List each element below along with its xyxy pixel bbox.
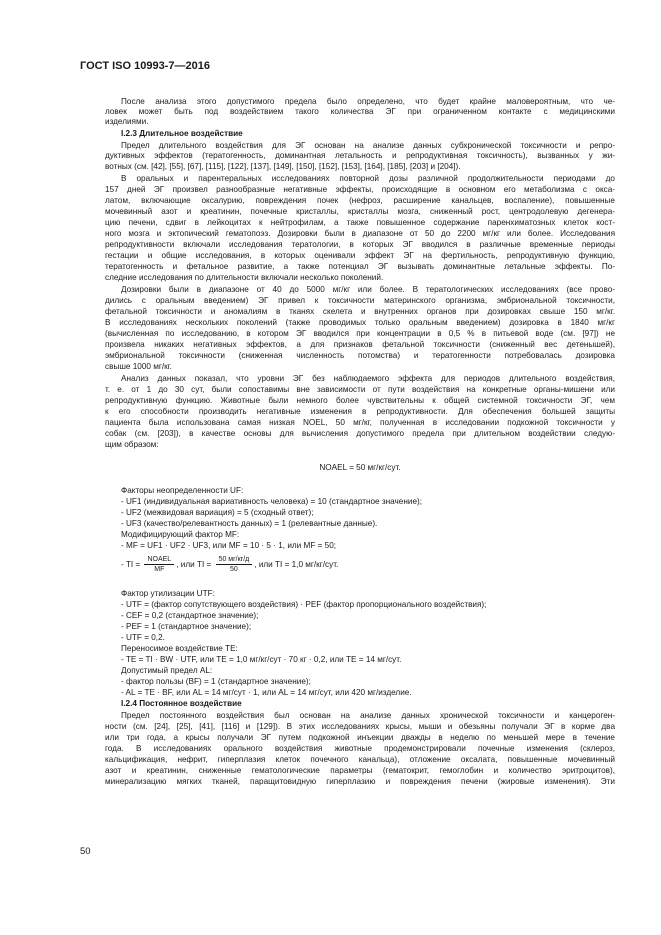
text-line: собак (см. [203]), в качестве основы для вычисления допустимого предела при длительном воздействии следую- <box>105 429 615 438</box>
text-line: мочевинный азот и креатинин, почечные кристаллы, кристаллы мозга, сниженный рост, центродолевую дегенера- <box>105 207 615 216</box>
text-line: Предел постоянного воздействия был основан на анализе данных хронической токсичности и канцероген- <box>121 711 615 720</box>
text-line: азот и креатинин, сниженные гематологические параметры (гематокрит, гемоглобин и количество эритроцитов), <box>105 766 615 775</box>
text-line: тератогенность и фетальное развитие, а также потенциал ЭГ вызывать доминантные летальные эффекты. По- <box>105 262 615 271</box>
noael-formula: NOAEL = 50 мг/кг/сут. <box>319 463 401 472</box>
text-line: репродуктивности включали исследования тератологии, в которых ЭГ вводился в различные временные периоды <box>105 240 615 249</box>
document-header: ГОСТ ISO 10993-7—2016 <box>80 60 210 72</box>
section-heading: I.2.4 Постоянное воздействие <box>121 699 242 708</box>
text-line: цию печени, сдвиг в лейкоцитах к нейтрофилам, а также повышенное содержание паренхиматозных клеток кост- <box>105 218 615 227</box>
text-line: Анализ данных показал, что уровни ЭГ без наблюдаемого эффекта для периодов длительного воздействия, <box>121 374 615 383</box>
text-line: Модифицирующий фактор MF: <box>121 530 240 539</box>
text-line: Предел длительного воздействия для ЭГ основан на анализе данных субхронической токсичности и репро- <box>121 141 615 150</box>
list-item: - PEF = 1 (стандартное значение); <box>121 622 252 631</box>
ti-fraction-values <box>216 555 253 574</box>
text-line: Факторы неопределенности UF: <box>121 486 244 495</box>
text-line: ного мозга и эктопический гематопоэз. Дозировки были в диапазоне от 50 до 2200 мг/кг или более. Исследования <box>105 229 615 238</box>
list-item: - UTF = 0,2. <box>121 633 165 642</box>
text-line: репродуктивную функцию. Животные были немного более чувствительны к общей системной токсичности ЭГ, чем <box>105 396 615 405</box>
text-line: дились с оральным введением) ЭГ привел к токсичности материнского организма, эмбриональной токсичности, <box>105 296 615 305</box>
list-item: - MF = UF1 · UF2 · UF3, или MF = 10 · 5 · 1, или MF = 50; <box>121 541 337 550</box>
section-heading: I.2.3 Длительное воздействие <box>121 129 243 138</box>
ti-fraction-noael-mf <box>144 555 174 574</box>
fraction-numerator: 50 мг/кг/д <box>216 555 253 565</box>
text-line: фетальной токсичности и аномалиям в тканях скелета и внутренних органов при дозировках свыше 150 мг/кг. <box>105 307 615 316</box>
text-line: ловек может быть под воздействием такого количества ЭГ при ограниченном контакте с медицинскими <box>105 107 615 116</box>
text-line: Фактор утилизации UTF: <box>121 589 215 598</box>
ti-formula <box>121 555 615 577</box>
page-number: 50 <box>80 846 91 857</box>
fraction-numerator: NOAEL <box>144 555 174 565</box>
text-line: года. В исследованиях орального воздействия животные продемонстрировали почечные изменения (склероз, <box>105 744 615 753</box>
text-line: т. е. от 1 до 30 сут, были сопоставимы вне зависимости от пути воздействия на конкретные органы-мишени или <box>105 385 615 394</box>
text-line: дуктивных эффектов (тератогенность, доминантная летальность и репродуктивная токсичность), вызванных у жи- <box>105 151 615 160</box>
text-line: минерализацию мягких тканей, паращитовидную гиперплазию и повреждения печени (жировые изменения). Эти <box>105 777 615 786</box>
list-item: - UF3 (качество/релевантность данных) = 1 (релевантные данные). <box>121 519 378 528</box>
text-line: эмбриональной токсичности (сниженная численность потомства) и тератогенности потребовалась дозировка <box>105 351 615 360</box>
text-line: или три года, а крысы получали ЭГ путем подкожной инъекции дважды в неделю по меньшей мере в течение <box>105 733 615 742</box>
text-line: (вычисленная по исследованию, в котором ЭГ вводился при концентрации в 0,5 % в питьевой воде (см. [97]) не <box>105 329 615 338</box>
text-line: щим образом: <box>105 440 159 449</box>
list-item: - CEF = 0,2 (стандартное значение); <box>121 611 259 620</box>
text-line: пациента была использована самая низкая NOEL, 50 мг/кг, полученная в исследовании подкожной токсичности у <box>105 418 615 427</box>
text-line: После анализа этого допустимого предела было определено, что будет крайне маловероятным, что че- <box>121 97 615 106</box>
text-line: Переносимое воздействие TE: <box>121 644 238 653</box>
text-line: В оральных и парентеральных исследованиях повторной дозы различной продолжительности периодами до <box>121 174 615 183</box>
list-item: - UTF = (фактор сопутствующего воздействия) · PEF (фактор пропорционального воздействия); <box>121 600 487 609</box>
text-line: вотных (см. [42], [55], [67], [115], [122], [137], [149], [150], [152], [153], [164], [185], [203] и [204]). <box>105 162 461 171</box>
list-item: - UF2 (межвидовая вариация) = 5 (сходный ответ); <box>121 508 314 517</box>
text-line: Дозировки были в диапазоне от 40 до 5000 мг/кг или более. В тератологических исследованиях (все прово- <box>121 285 615 294</box>
text-line: произвела никаких негативных эффектов, а для признаков фетальной токсичности (сниженный вес детенышей), <box>105 340 615 349</box>
text-line: В исследованиях нескольких поколений (также проводимых только оральным введением) дозировка в 1840 мг/кг <box>105 318 615 327</box>
text-line: изделиями. <box>105 117 149 126</box>
text-line: следние исследования по длительности включали несколько поколений. <box>105 273 384 282</box>
list-item: - фактор пользы (BF) = 1 (стандартное значение); <box>121 677 311 686</box>
fraction-denominator: 50 <box>230 566 238 574</box>
ti-middle: , или TI = <box>176 560 212 569</box>
ti-suffix: , или TI = 1,0 мг/кг/сут. <box>254 560 339 569</box>
list-item: - UF1 (индивидуальная вариативность человека) = 10 (стандартное значение); <box>121 497 423 506</box>
text-line: латом, включающие оксалурию, повреждения почек (нефроз, расширение канальцев, воспаление), повышенные <box>105 196 615 205</box>
list-item: - AL = TE · BF, или AL = 14 мг/сут · 1, или AL = 14 мг/сут, или 420 мг/изделие. <box>121 688 412 697</box>
list-item: - TE = TI · BW · UTF, или TE = 1,0 мг/кг/сут · 70 кг · 0,2, или TE = 14 мг/сут. <box>121 655 402 664</box>
text-line: ности (см. [24], [25], [41], [116] и [129]). В этих исследованиях крысы, мыши и обезьяны получали ЭГ в корме два <box>105 722 615 731</box>
text-line: к его способности производить негативные изменения в репродуктивности. Для обеспечения большей защиты <box>105 407 615 416</box>
fraction-denominator: MF <box>154 566 165 574</box>
text-line: свыше 1000 мг/кг. <box>105 362 172 371</box>
text-line: гестации и общие исследования, в которых оценивали эффект ЭГ на фертильность, репродуктивную функцию, <box>105 251 615 260</box>
text-line: кальцификация, нефрит, гиперплазия клеток почечного канальца), отложение оксалата, повышенные мочевинный <box>105 755 615 764</box>
text-line: Допустимый предел AL: <box>121 666 213 675</box>
text-line: 157 дней ЭГ произвел разнообразные негативные эффекты, происходящие в основном его метаболизма с окса- <box>105 185 615 194</box>
ti-prefix: - TI = <box>121 560 141 569</box>
